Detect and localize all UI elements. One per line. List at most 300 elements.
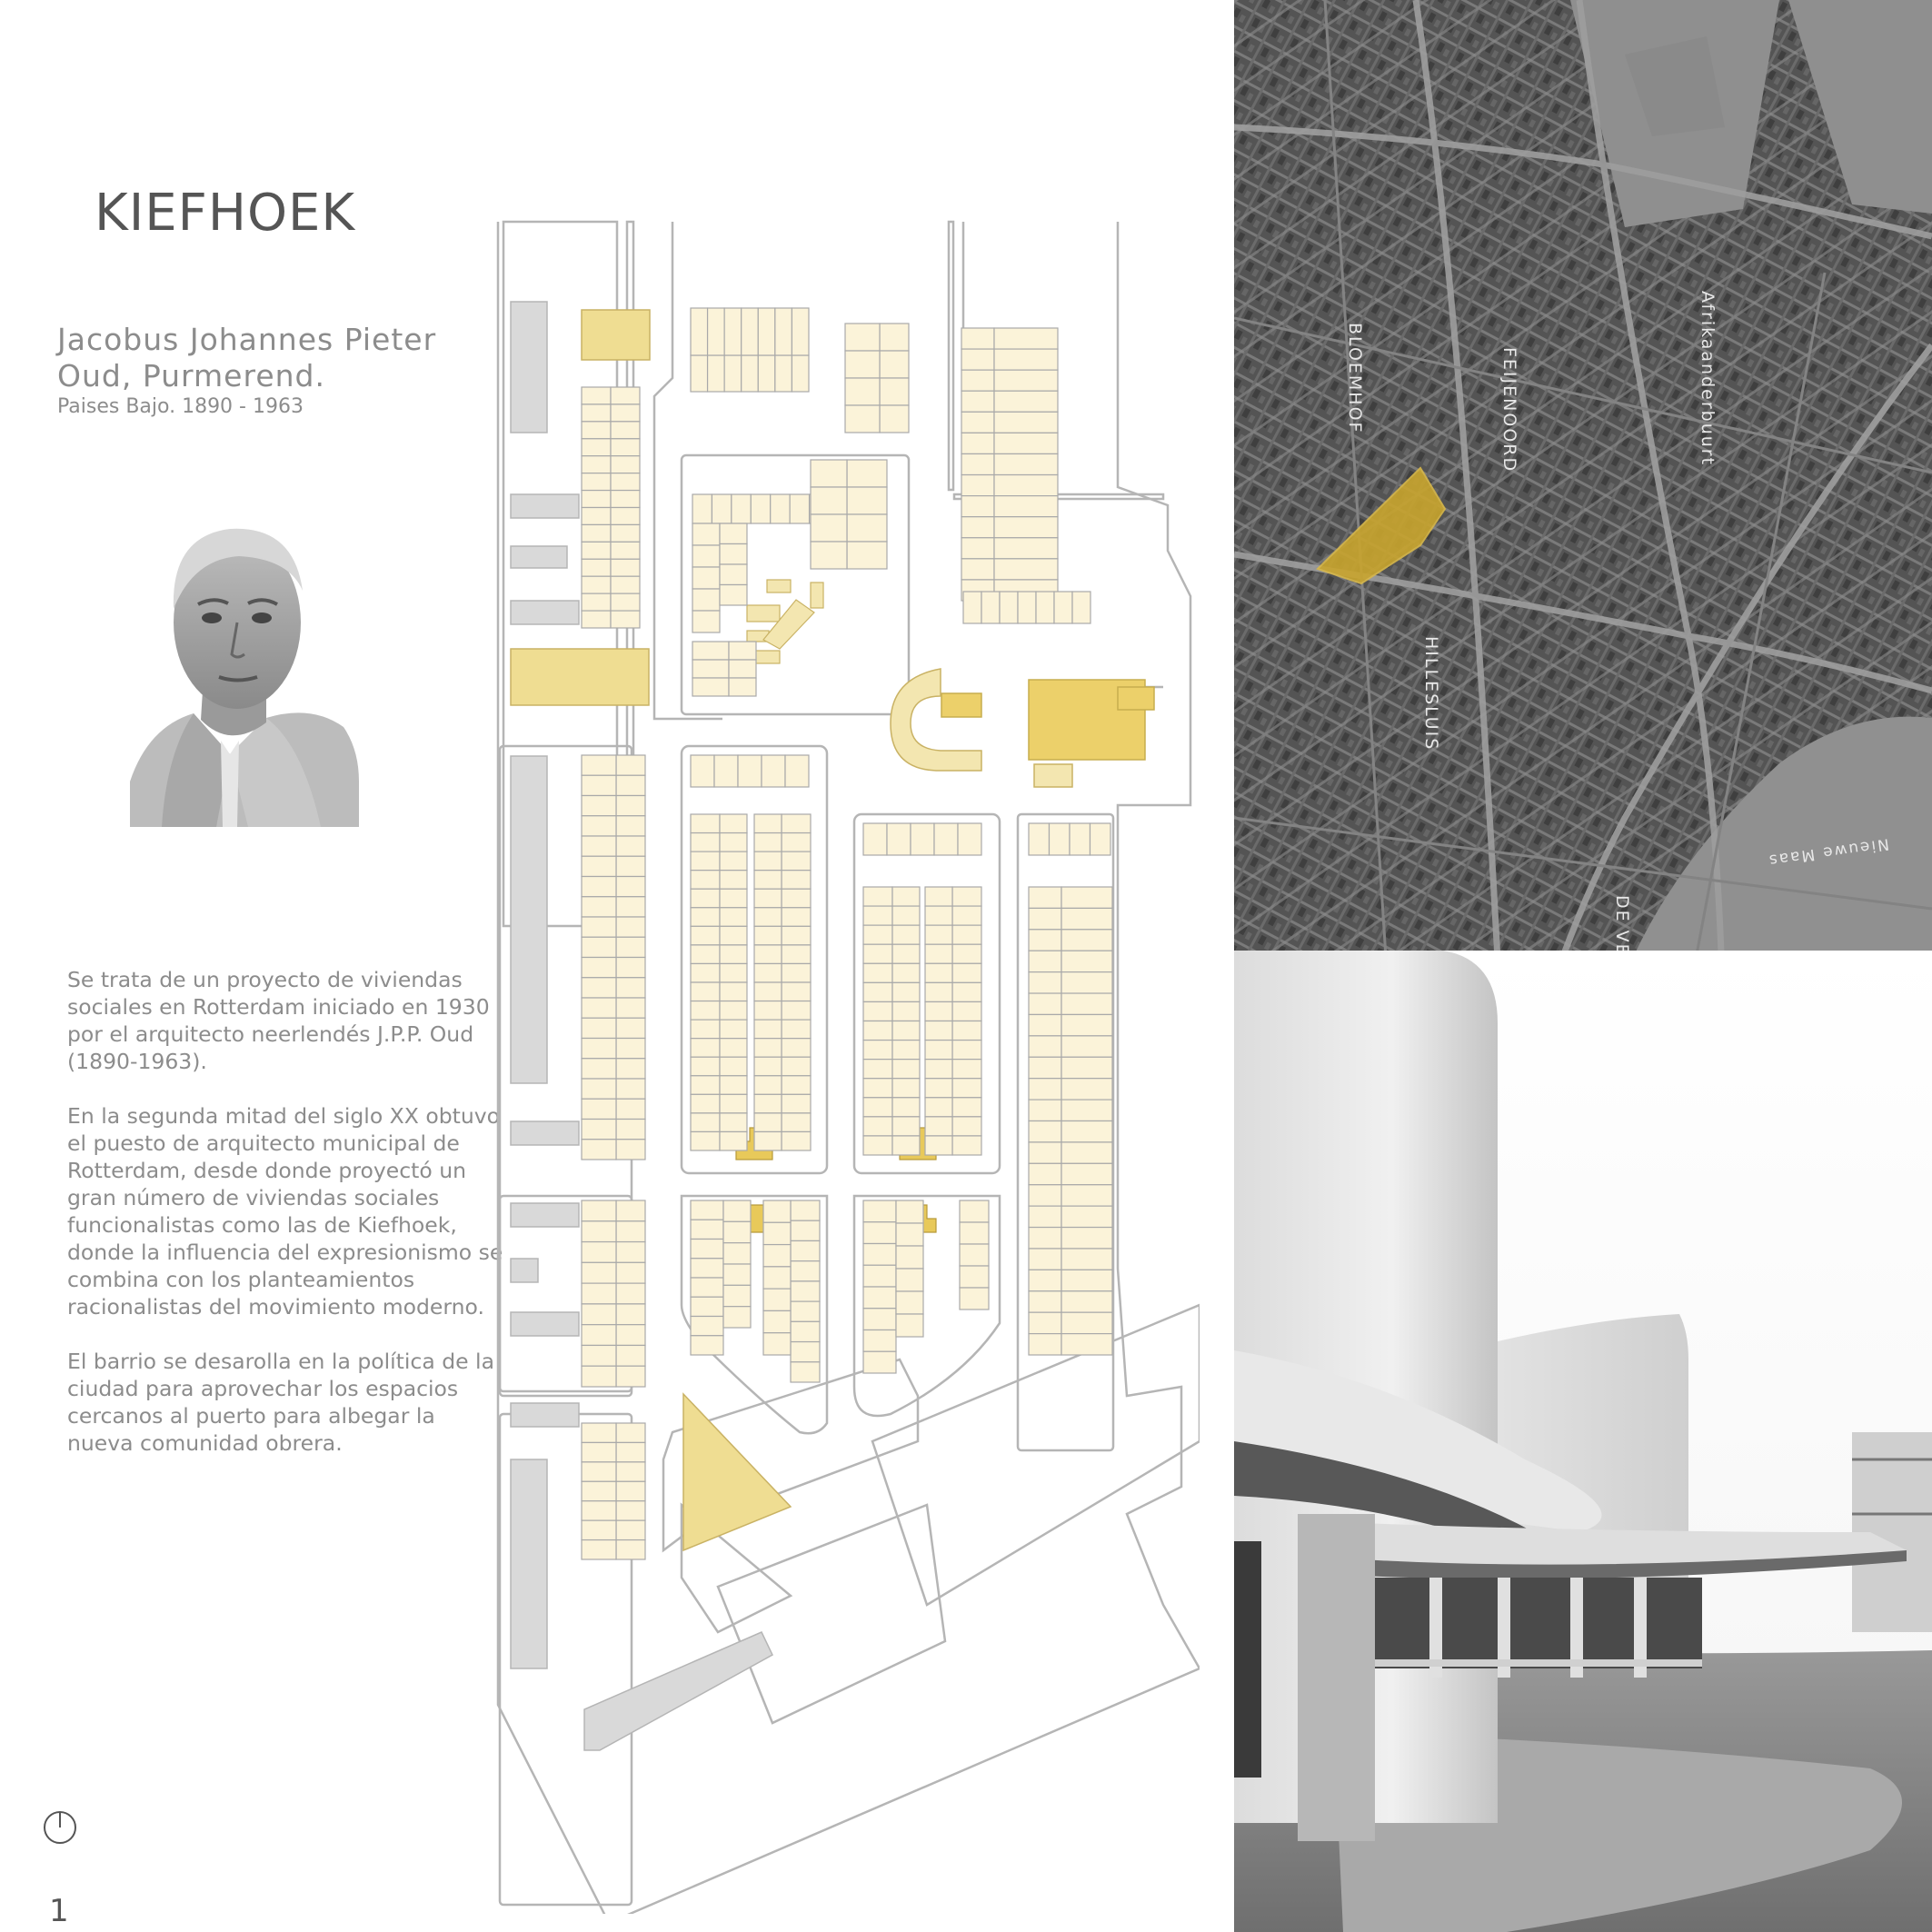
row-house-back [582,917,616,937]
row-house-back [720,889,747,908]
row-house-back [582,1018,616,1038]
row-house [691,908,720,927]
architect-name-line2: Oud, Purmerend. [57,358,325,393]
row-house-back [1061,1334,1112,1355]
row-house [1029,1185,1061,1206]
row-house [691,1076,720,1095]
row-house-back [892,1001,920,1021]
row-house-back [754,926,782,945]
row-house-back [892,1079,920,1098]
row-house [863,944,892,963]
row-house-back [582,1262,616,1283]
row-house [1029,908,1061,929]
row-house [961,412,994,433]
row-house-back [994,391,1058,412]
row-house [887,823,911,855]
row-house [691,1039,720,1058]
building-photo [1234,951,1932,1932]
row-house [616,1540,645,1559]
row-house [751,494,770,523]
row-house [616,1283,645,1304]
row-house [791,1342,820,1362]
row-house-back [720,1039,747,1058]
row-house [692,545,720,567]
description-paragraph-1: Se trata de un proyecto de viviendas sociales en Rotterdam iniciado en 1930 por el arquitecto neerlendés J.P.P. Oud (1890-1963). [67,967,490,1074]
row-house-back [892,1098,920,1117]
row-house [863,1287,896,1309]
row-house [691,1220,723,1239]
row-house-back [611,593,640,611]
row-house [616,1423,645,1442]
row-house-back [1061,930,1112,951]
row-house [880,405,909,433]
row-house [952,1117,981,1136]
row-house [782,1076,811,1095]
row-house-back [723,1307,751,1328]
row-house-back [763,1267,791,1289]
row-house-back [720,851,747,871]
row-house [981,592,1000,623]
row-house-back [611,576,640,593]
row-house-back [720,544,747,565]
row-house [791,1301,820,1321]
row-house [616,1345,645,1366]
row-house-back [896,1269,923,1291]
row-house-back [582,775,616,795]
row-house [582,439,611,456]
row-house [691,755,714,787]
row-house-back [845,324,880,351]
row-house [952,1021,981,1041]
map-label-hillesluis: HILLESLUIS [1421,636,1441,752]
row-house-back [1061,1163,1112,1184]
row-house [952,1060,981,1079]
row-house-back [1061,1270,1112,1290]
row-house-back [723,1243,751,1264]
row-house-back [896,1246,923,1269]
row-house [691,926,720,945]
row-house-back [720,523,747,544]
row-house-back [994,412,1058,433]
row-house-back [892,887,920,906]
row-house [691,1131,720,1150]
row-house [952,887,981,906]
row-house-back [892,982,920,1001]
row-house-back [1061,1057,1112,1078]
row-house-back [582,1099,616,1119]
row-house-back [1061,1100,1112,1120]
row-house [712,494,731,523]
row-house [863,1001,892,1021]
row-house [791,1200,820,1220]
row-house [616,856,645,876]
row-house [958,823,981,855]
row-house-back [611,473,640,491]
row-house [1050,823,1071,855]
row-house-back [582,1039,616,1059]
row-house [691,1278,723,1297]
row-house [1029,823,1050,855]
row-house [691,945,720,964]
row-house [782,1094,811,1113]
row-house-back [720,982,747,1001]
row-house [1029,1312,1061,1333]
row-house-back [729,678,756,696]
row-house-back [1061,908,1112,929]
row-house [863,1265,896,1287]
row-house [616,1304,645,1325]
row-house [952,1041,981,1060]
row-house [692,611,720,632]
row-house [616,1366,645,1387]
row-house [961,559,994,580]
row-house-back [1061,1121,1112,1142]
row-house [691,889,720,908]
row-house [960,1222,989,1244]
row-house-back [792,308,809,355]
row-house-back [720,1113,747,1132]
row-house-back [925,944,952,963]
row-house [952,982,981,1001]
row-house-back [611,456,640,473]
row-house [692,567,720,589]
row-house-back [925,906,952,925]
row-house-back [754,871,782,890]
row-house-back [896,1200,923,1223]
row-house [616,836,645,856]
row-house-back [720,564,747,585]
row-house [790,494,809,523]
row-house-back [611,524,640,542]
row-house-back [720,963,747,982]
row-house-back [582,1200,616,1221]
row-house-back [582,796,616,816]
row-house [691,1057,720,1076]
row-house [616,1120,645,1140]
row-house [771,494,790,523]
row-house [1029,1121,1061,1142]
row-house [863,925,892,944]
row-house [616,1079,645,1099]
row-house-back [723,1200,751,1221]
row-house [691,833,720,852]
row-house [691,1113,720,1132]
row-house [960,1244,989,1266]
row-house-back [1061,1291,1112,1312]
row-house [616,937,645,957]
row-house-back [720,833,747,852]
row-house [616,1140,645,1160]
site-plan [491,214,1200,1914]
row-house-back [892,1117,920,1136]
row-house-back [582,1520,616,1539]
row-house-back [892,925,920,944]
row-house-back [720,585,747,606]
row-house [961,517,994,538]
row-house-back [1061,951,1112,971]
row-house-back [1061,993,1112,1014]
description [67,966,503,1484]
row-house-back [763,1333,791,1355]
row-house-back [582,1079,616,1099]
row-house [616,1325,645,1346]
row-house-back [611,491,640,508]
row-house-back [582,1221,616,1242]
row-house [582,559,611,576]
row-house [616,1442,645,1461]
row-house-back [582,1242,616,1263]
row-house [692,523,720,545]
row-house [691,871,720,890]
row-house [863,1309,896,1330]
row-house-back [582,816,616,836]
row-house [863,1021,892,1041]
row-house [616,998,645,1018]
row-house-back [582,1140,616,1160]
row-house-back [994,349,1058,370]
row-house [1018,592,1036,623]
row-house [692,589,720,611]
row-house-back [720,1020,747,1039]
row-house [1029,1014,1061,1035]
row-house [863,1041,892,1060]
row-house [582,491,611,508]
row-house-back [729,642,756,660]
row-house [863,1244,896,1266]
row-house [960,1288,989,1310]
row-house-back [1061,1142,1112,1163]
row-house [960,1266,989,1288]
row-house-back [892,1136,920,1155]
page-number: 1 [49,1893,69,1929]
row-house-back [582,836,616,856]
row-house [791,1240,820,1260]
row-house [782,1057,811,1076]
row-house-back [763,1245,791,1267]
row-house [616,1099,645,1119]
row-house [791,1220,820,1240]
row-house-back [582,958,616,978]
row-house [758,355,775,392]
row-house-back [582,877,616,897]
row-house [863,1060,892,1079]
row-house [582,542,611,559]
row-house [782,1001,811,1021]
row-house-back [582,1325,616,1346]
row-house [952,1098,981,1117]
row-house-back [754,1039,782,1058]
row-house-back [723,1221,751,1242]
row-house [582,576,611,593]
row-house [1029,1249,1061,1270]
row-house [863,1200,896,1222]
row-house [792,355,809,392]
row-house-back [1061,1312,1112,1333]
row-house [616,978,645,998]
row-house-back [994,433,1058,453]
row-house-back [994,538,1058,559]
row-house [691,1317,723,1336]
description-paragraph-3: El barrio se desarolla en la política de la ciudad para aprovechar los espacios cercanos al puerto para albegar la nueva comunidad obrera. [67,1349,494,1456]
row-house-back [994,370,1058,391]
row-house-back [611,387,640,404]
row-house [961,391,994,412]
row-house [582,456,611,473]
row-house [708,355,725,392]
row-house-back [763,1310,791,1332]
row-house [616,796,645,816]
row-house-back [754,1076,782,1095]
row-house-back [611,422,640,439]
row-house [952,1001,981,1021]
row-house [691,1240,723,1259]
row-house [1029,1206,1061,1227]
row-house-back [582,856,616,876]
row-house [738,755,762,787]
row-house-back [720,871,747,890]
row-house-back [754,1020,782,1039]
row-house-back [754,908,782,927]
row-house [616,1039,645,1059]
row-house-back [994,453,1058,474]
row-house [782,982,811,1001]
row-house-back [763,1222,791,1244]
row-house [782,814,811,833]
row-house [1029,1036,1061,1057]
row-house-back [925,887,952,906]
row-house-back [925,1060,952,1079]
row-house [691,1200,723,1220]
row-house [1029,993,1061,1014]
row-house-back [720,1001,747,1021]
row-house-back [754,1094,782,1113]
row-house [1029,1163,1061,1184]
row-house [582,473,611,491]
row-house [616,775,645,795]
row-house [724,355,742,392]
row-house-back [1061,972,1112,993]
row-house [616,1501,645,1520]
row-house [691,1094,720,1113]
row-house-back [720,1094,747,1113]
row-house-back [892,906,920,925]
row-house [1070,823,1090,855]
row-house [791,1362,820,1382]
row-house [691,1020,720,1039]
row-house [847,460,887,487]
row-house [782,1020,811,1039]
row-house [1000,592,1018,623]
row-house [582,524,611,542]
row-house [791,1261,820,1281]
row-house [1072,592,1090,623]
row-house [732,494,751,523]
row-house-back [925,1098,952,1117]
row-house [691,982,720,1001]
row-house [952,1136,981,1155]
row-house [952,1079,981,1098]
row-house [616,1520,645,1539]
row-house-back [1061,887,1112,908]
row-house-back [811,542,847,569]
row-house [616,1462,645,1481]
row-house [952,944,981,963]
row-house-back [754,814,782,833]
row-house [961,328,994,349]
row-house-back [611,439,640,456]
row-house-back [1061,1228,1112,1249]
row-house [692,642,729,660]
row-house-back [925,982,952,1001]
row-house [616,1200,645,1221]
row-house-back [720,926,747,945]
row-house [863,906,892,925]
row-house [1029,1291,1061,1312]
row-house [691,851,720,871]
row-house [616,1221,645,1242]
row-house [863,1351,896,1373]
row-house [1029,1142,1061,1163]
row-house-back [994,517,1058,538]
row-house [582,422,611,439]
row-house-back [582,1423,616,1442]
row-house [762,755,785,787]
row-house [1029,1334,1061,1355]
row-house-back [582,998,616,1018]
row-house-back [1061,1036,1112,1057]
row-house [952,925,981,944]
row-house-back [611,542,640,559]
architect-info [57,322,436,420]
row-house-back [582,1120,616,1140]
row-house-back [582,1283,616,1304]
row-house [692,494,712,523]
description-paragraph-2: En la segunda mitad del siglo XX obtuvo el puesto de arquitecto municipal de Rotterdam, desde donde proyectó un gran número de viviendas sociales funcionalistas como las de Kiefhoek, donde la influencia del expresionismo se combina con los planteamientos racionalistas del movimiento moderno. [67,1103,503,1320]
row-house-back [720,814,747,833]
row-house-back [811,487,847,514]
row-house-back [582,1462,616,1481]
row-house [616,1059,645,1079]
row-house [691,1259,723,1278]
row-house-back [754,889,782,908]
row-house [863,1222,896,1244]
row-house-back [896,1314,923,1337]
row-house [1054,592,1072,623]
row-house [791,1321,820,1341]
row-house [782,889,811,908]
row-house [714,755,738,787]
row-house [880,324,909,351]
row-house-back [845,405,880,433]
row-house-back [582,1345,616,1366]
row-house [782,833,811,852]
row-house [961,538,994,559]
row-house-back [994,559,1058,580]
row-house-back [611,559,640,576]
row-house [582,387,611,404]
row-house-back [892,944,920,963]
row-house-back [720,908,747,927]
row-house-back [754,945,782,964]
row-house-back [925,1117,952,1136]
row-house [863,1098,892,1117]
row-house-back [754,963,782,982]
row-house [863,1079,892,1098]
row-house [782,926,811,945]
row-house [1029,1100,1061,1120]
row-house [791,1281,820,1301]
row-house-back [994,496,1058,517]
